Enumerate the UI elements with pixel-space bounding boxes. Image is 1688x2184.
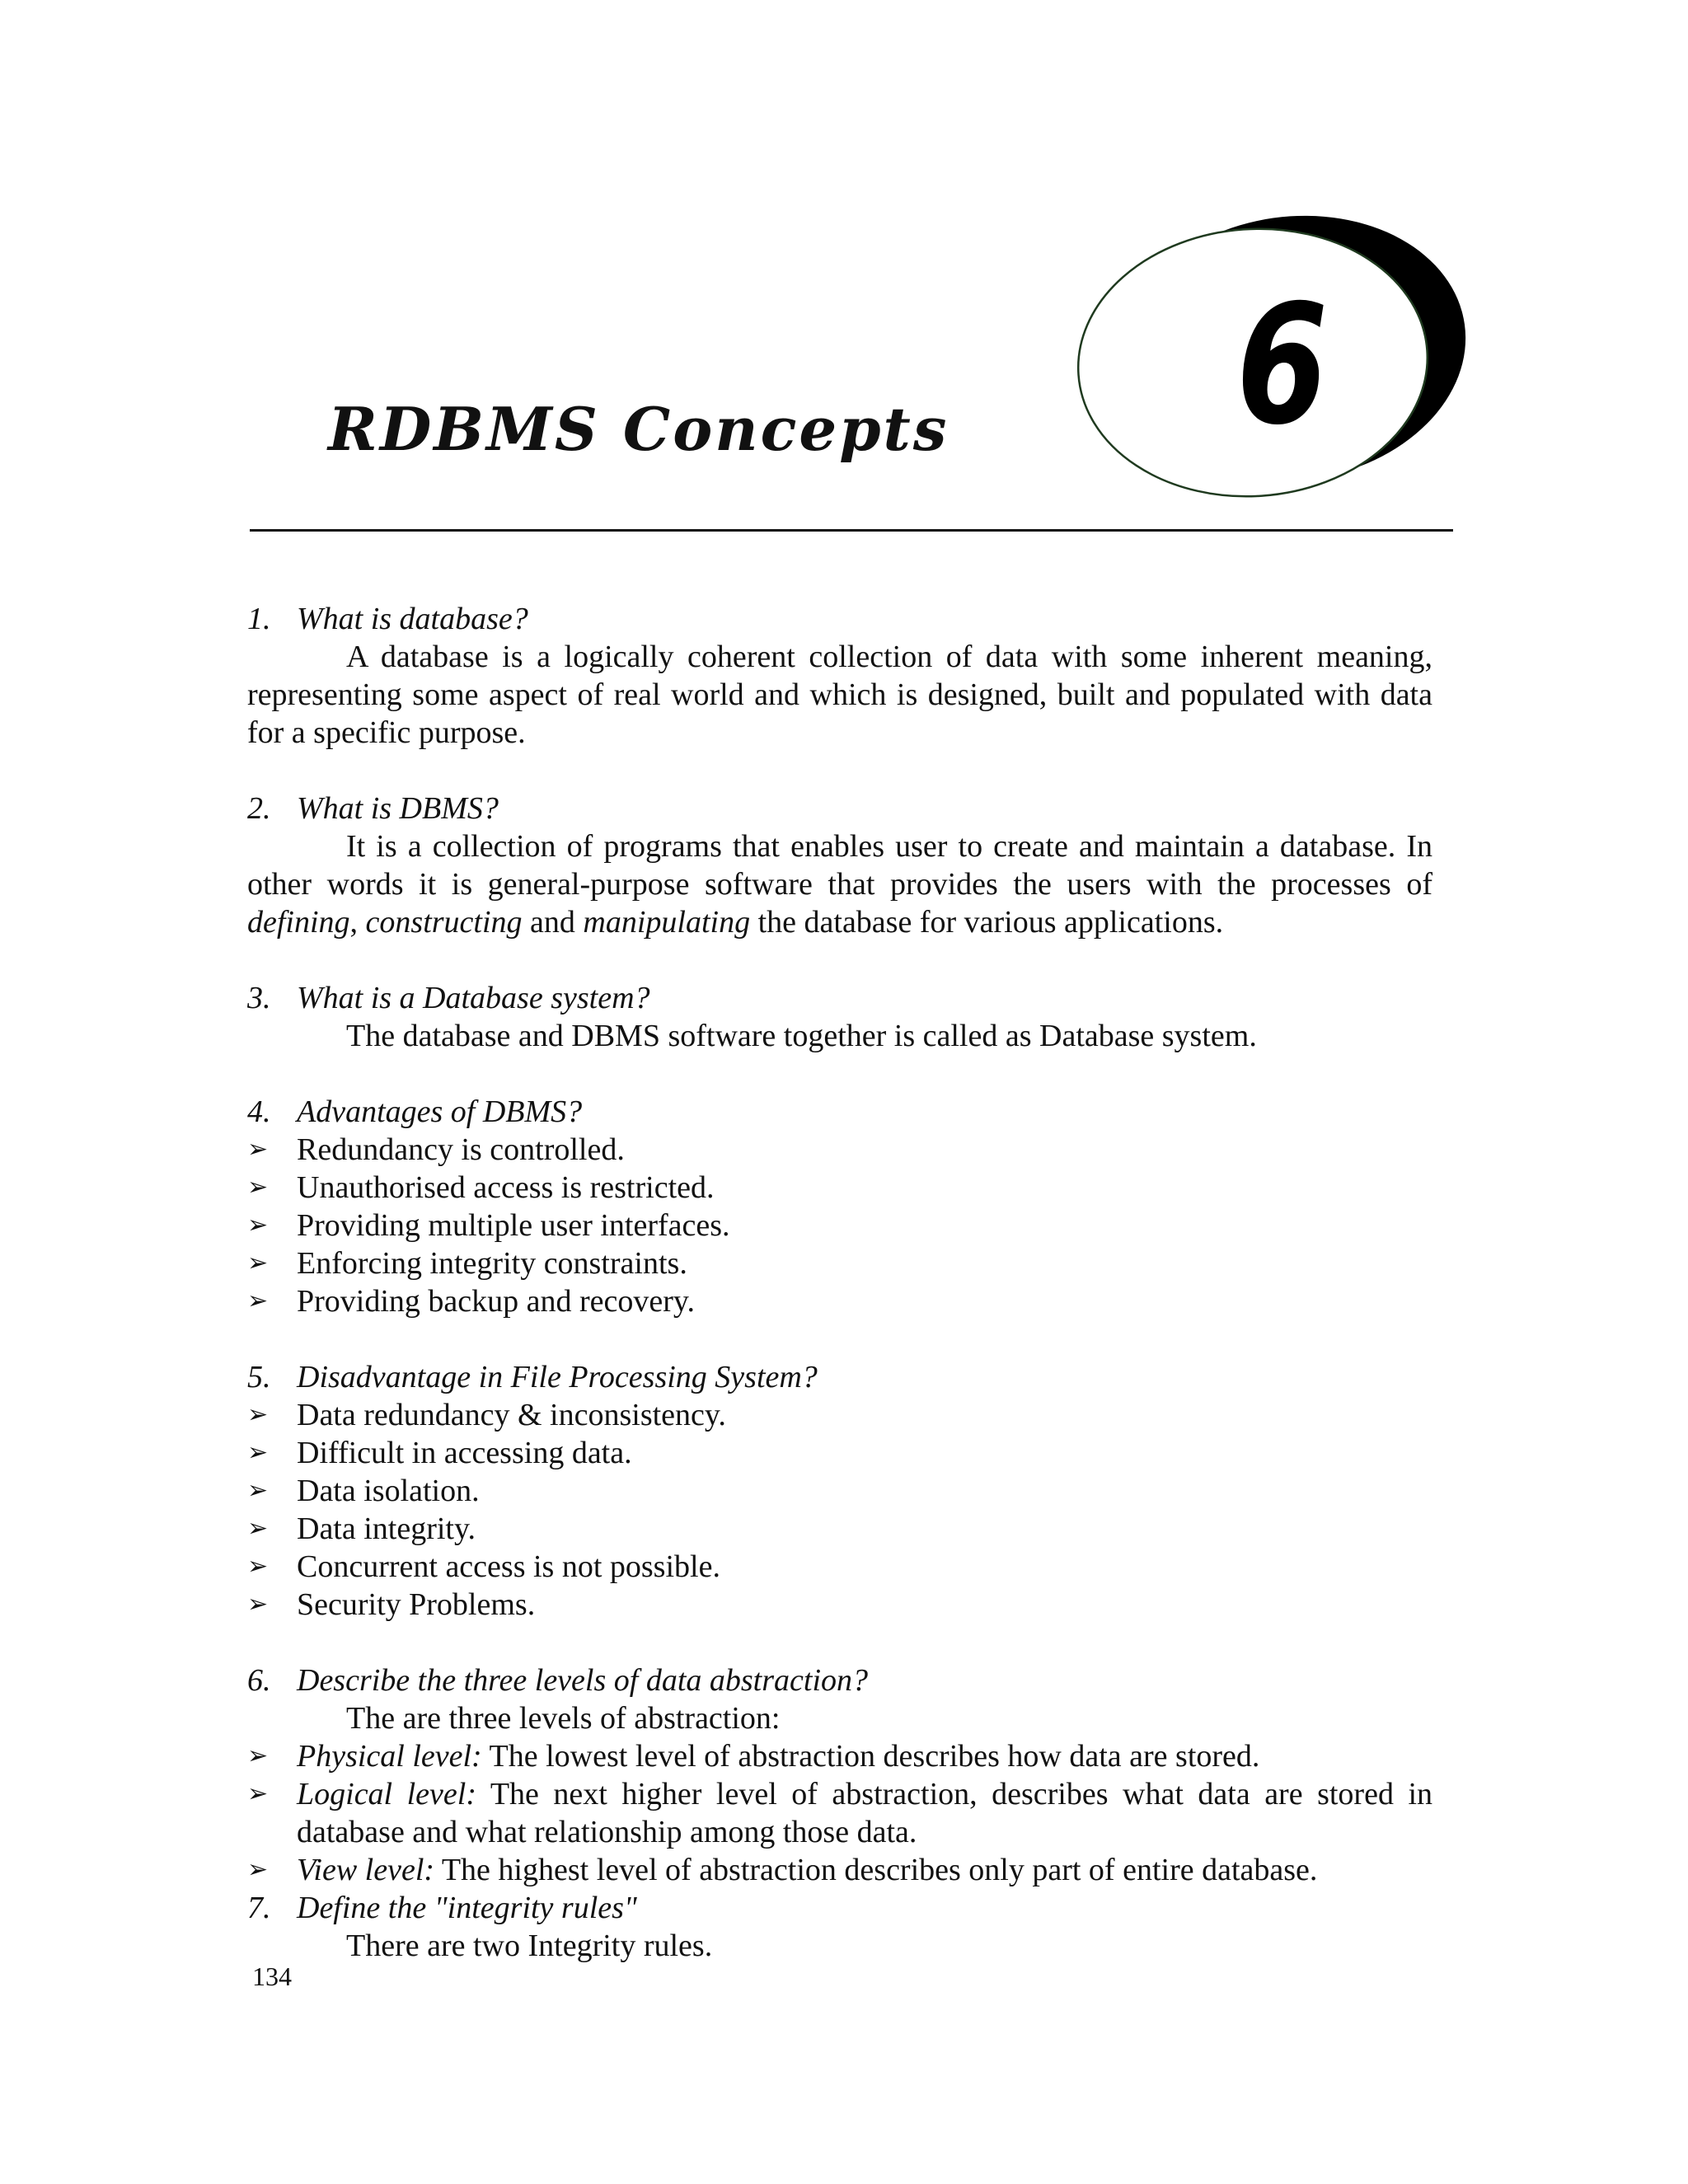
question-text: What is database?	[297, 602, 528, 636]
list-item	[247, 1282, 1432, 1320]
list-item-text: Difficult in accessing data.	[297, 1436, 632, 1470]
list-item-text: Enforcing integrity constraints.	[297, 1246, 687, 1281]
answer-text: It is a collection of programs that enables user to create and maintain a database. In other words it is general-purpose software that provides the users with the processes of	[247, 829, 1432, 902]
arrowhead-bullet-icon: ➢	[247, 1438, 269, 1467]
question-text: Disadvantage in File Processing System?	[297, 1360, 818, 1394]
arrowhead-bullet-icon: ➢	[247, 1135, 269, 1164]
question-heading	[247, 1093, 1432, 1131]
arrowhead-bullet-icon: ➢	[247, 1400, 269, 1429]
question-number: 5.	[247, 1360, 271, 1394]
list-item-text: Providing multiple user interfaces.	[297, 1208, 730, 1243]
list-item	[247, 1244, 1432, 1282]
arrowhead-bullet-icon: ➢	[247, 1855, 269, 1884]
list-item	[247, 1586, 1432, 1624]
emphasis-term: defining	[247, 905, 350, 940]
arrowhead-bullet-icon: ➢	[247, 1173, 269, 1202]
bullet-list	[247, 1396, 1432, 1624]
question-number: 7.	[247, 1891, 271, 1925]
separator-text: ,	[349, 905, 366, 940]
section-6	[247, 1661, 1432, 1889]
page-number: 134	[252, 1961, 292, 1991]
answer-paragraph: A database is a logically coherent collection of data with some inherent meaning, representing some aspect of real world and which is designed, built and populated with data for a specific purpose.	[247, 640, 1432, 750]
level-term: View level:	[297, 1853, 435, 1887]
section-7	[247, 1889, 1432, 1965]
question-text: What is DBMS?	[297, 791, 499, 826]
answer-text: the database for various applications.	[750, 905, 1224, 940]
section-1	[247, 600, 1432, 752]
level-description: The highest level of abstraction describes only part of entire database.	[434, 1853, 1318, 1887]
list-item-text	[297, 1851, 1432, 1889]
chapter-number: 6	[1236, 269, 1329, 462]
question-heading	[247, 600, 1432, 638]
list-item-text: Data redundancy & inconsistency.	[297, 1398, 726, 1432]
list-item	[247, 1169, 1432, 1207]
level-description: The next higher level of abstraction, describes what data are stored in database and what relationship among those data.	[297, 1777, 1433, 1849]
arrowhead-bullet-icon: ➢	[247, 1476, 269, 1505]
question-heading	[247, 1661, 1432, 1699]
list-item	[247, 1851, 1432, 1889]
list-item-text	[297, 1775, 1432, 1851]
section-5	[247, 1358, 1432, 1624]
question-number: 6.	[247, 1663, 271, 1698]
level-term: Physical level:	[297, 1739, 482, 1774]
question-number: 4.	[247, 1094, 271, 1129]
list-item	[247, 1131, 1432, 1169]
arrowhead-bullet-icon: ➢	[247, 1741, 269, 1770]
level-term: Logical level:	[297, 1777, 476, 1811]
list-item	[247, 1207, 1432, 1244]
question-heading	[247, 979, 1432, 1017]
section-4	[247, 1093, 1432, 1320]
header-divider	[250, 529, 1453, 532]
question-heading	[247, 790, 1432, 827]
bullet-list	[247, 1737, 1432, 1889]
section-2	[247, 790, 1432, 941]
chapter-number-svg	[1071, 206, 1484, 503]
question-number: 1.	[247, 602, 271, 636]
answer-paragraph: There are two Integrity rules.	[346, 1929, 713, 1963]
arrowhead-bullet-icon: ➢	[247, 1211, 269, 1240]
list-item-text	[297, 1737, 1432, 1775]
list-item-text: Data isolation.	[297, 1474, 480, 1508]
bullet-list	[247, 1131, 1432, 1320]
list-item	[247, 1434, 1432, 1472]
question-heading	[247, 1358, 1432, 1396]
chapter-title: RDBMS Concepts	[328, 394, 950, 464]
answer-paragraph: The database and DBMS software together is called as Database system.	[346, 1019, 1257, 1053]
list-item-text: Concurrent access is not possible.	[297, 1549, 720, 1584]
answer-intro: The are three levels of abstraction:	[346, 1701, 781, 1736]
question-text: Advantages of DBMS?	[297, 1094, 583, 1129]
list-item	[247, 1775, 1432, 1851]
list-item	[247, 1472, 1432, 1510]
question-number: 2.	[247, 791, 271, 826]
arrowhead-bullet-icon: ➢	[247, 1249, 269, 1277]
arrowhead-bullet-icon: ➢	[247, 1779, 269, 1808]
list-item-text: Providing backup and recovery.	[297, 1284, 695, 1319]
list-item-text: Redundancy is controlled.	[297, 1132, 625, 1167]
list-item-text: Data integrity.	[297, 1511, 476, 1546]
question-text: Describe the three levels of data abstraction?	[297, 1663, 868, 1698]
document-body	[247, 600, 1432, 1965]
question-text: Define the "integrity rules"	[297, 1891, 637, 1925]
arrowhead-bullet-icon: ➢	[247, 1514, 269, 1543]
arrowhead-bullet-icon: ➢	[247, 1552, 269, 1581]
list-item-text: Security Problems.	[297, 1587, 536, 1622]
question-text: What is a Database system?	[297, 981, 650, 1015]
question-number: 3.	[247, 981, 271, 1015]
section-3	[247, 979, 1432, 1055]
list-item	[247, 1548, 1432, 1586]
level-description: The lowest level of abstraction describes how data are stored.	[481, 1739, 1260, 1774]
list-item	[247, 1737, 1432, 1775]
arrowhead-bullet-icon: ➢	[247, 1286, 269, 1315]
separator-text: and	[522, 905, 584, 940]
arrowhead-bullet-icon: ➢	[247, 1590, 269, 1619]
emphasis-term: manipulating	[583, 905, 751, 940]
answer-paragraph	[247, 827, 1432, 941]
list-item	[247, 1510, 1432, 1548]
emphasis-term: constructing	[365, 905, 523, 940]
question-heading	[247, 1889, 1432, 1927]
list-item	[247, 1396, 1432, 1434]
list-item-text: Unauthorised access is restricted.	[297, 1170, 715, 1205]
